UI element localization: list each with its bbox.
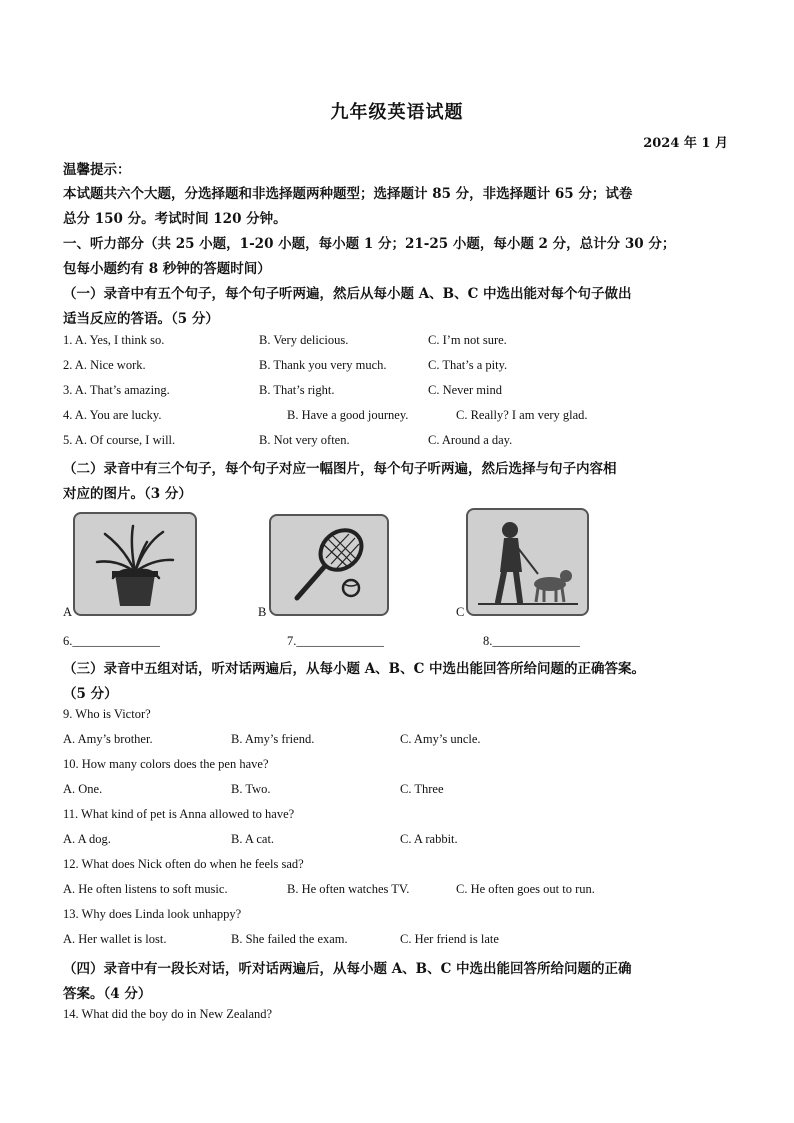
option-a: A. He often listens to soft music. [63, 882, 228, 896]
picture-a [73, 512, 197, 616]
option-a: 5. A. Of course, I will. [63, 433, 176, 447]
dog-walking-icon [468, 510, 587, 614]
part2-heading-1: （二）录音中有三个句子，每个句子对应一幅图片，每个句子听两遍，然后选择与句子内容相 [63, 461, 617, 477]
question-13: 13. Why does Linda look unhappy? [63, 907, 242, 921]
option-a: A. Her wallet is lost. [63, 932, 167, 946]
option-c: C. He often goes out to run. [456, 882, 595, 896]
page-title: 九年级英语试题 [330, 102, 464, 123]
option-a: A. Amy’s brother. [63, 732, 153, 746]
question-12: 12. What does Nick often do when he feels sad? [63, 857, 304, 871]
answer-blank-6[interactable]: 6.______________ [63, 634, 160, 648]
section1-heading-2: 包每小题约有 8 秒钟的答题时间） [63, 261, 271, 277]
part3-heading-2: （5 分） [63, 686, 118, 702]
option-a: A. One. [63, 782, 103, 796]
option-c: C. Around a day. [428, 433, 513, 447]
option-b: B. Not very often. [259, 433, 350, 447]
tennis-racket-icon [271, 516, 387, 614]
option-c: C. Her friend is late [400, 932, 499, 946]
option-c: C. Never mind [428, 383, 502, 397]
question-11: 11. What kind of pet is Anna allowed to have? [63, 807, 295, 821]
part3-heading-1: （三）录音中五组对话，听对话两遍后，从每小题 A、B、C 中选出能回答所给问题的正确答案。 [63, 661, 646, 677]
question-14: 14. What did the boy do in New Zealand? [63, 1007, 273, 1021]
picture-label-c: C [456, 605, 465, 619]
picture-label-a: A [63, 605, 73, 619]
option-b: B. He often watches TV. [287, 882, 410, 896]
part1-heading-1: （一）录音中有五个句子，每个句子听两遍，然后从每小题 A、B、C 中选出能对每个句子做出 [63, 286, 632, 302]
part2-heading-2: 对应的图片。（3 分） [63, 486, 192, 502]
option-c: C. That’s a pity. [428, 358, 508, 372]
option-b: B. Two. [231, 782, 271, 796]
picture-c [466, 508, 589, 616]
option-b: B. That’s right. [259, 383, 335, 397]
option-c: C. Amy’s uncle. [400, 732, 481, 746]
option-b: B. A cat. [231, 832, 275, 846]
section1-heading-1: 一、听力部分（共 25 小题，1-20 小题，每小题 1 分；21-25 小题，每小题 2 分，总计分 30 分； [63, 236, 676, 252]
part4-heading-2: 答案。（4 分） [63, 986, 152, 1002]
part1-heading-2: 适当反应的答语。（5 分） [63, 311, 219, 327]
question-9: 9. Who is Victor? [63, 707, 151, 721]
tips-line-2: 总分 150 分。考试时间 120 分钟。 [63, 211, 287, 227]
question-10: 10. How many colors does the pen have? [63, 757, 269, 771]
option-b: B. Very delicious. [259, 333, 349, 347]
option-c: C. Three [400, 782, 444, 796]
tips-label: 温馨提示： [63, 162, 131, 178]
option-c: C. A rabbit. [400, 832, 458, 846]
option-b: B. She failed the exam. [231, 932, 348, 946]
option-b: B. Amy’s friend. [231, 732, 315, 746]
option-b: B. Have a good journey. [287, 408, 409, 422]
answer-blank-8[interactable]: 8.______________ [483, 634, 580, 648]
option-a: 4. A. You are lucky. [63, 408, 162, 422]
tips-line-1: 本试题共六个大题，分选择题和非选择题两种题型；选择题计 85 分，非选择题计 65 分；试卷 [63, 186, 633, 202]
option-b: B. Thank you very much. [259, 358, 387, 372]
potted-plant-icon [75, 514, 195, 614]
option-a: 3. A. That’s amazing. [63, 383, 170, 397]
answer-blank-7[interactable]: 7.______________ [287, 634, 384, 648]
exam-date: 2024 年 1 月 [643, 136, 728, 151]
part4-heading-1: （四）录音中有一段长对话，听对话两遍后，从每小题 A、B、C 中选出能回答所给问题的正确 [63, 961, 632, 977]
picture-label-b: B [258, 605, 267, 619]
option-a: 2. A. Nice work. [63, 358, 146, 372]
option-c: C. I’m not sure. [428, 333, 507, 347]
option-a: A. A dog. [63, 832, 111, 846]
picture-b [269, 514, 389, 616]
option-a: 1. A. Yes, I think so. [63, 333, 165, 347]
option-c: C. Really? I am very glad. [456, 408, 588, 422]
